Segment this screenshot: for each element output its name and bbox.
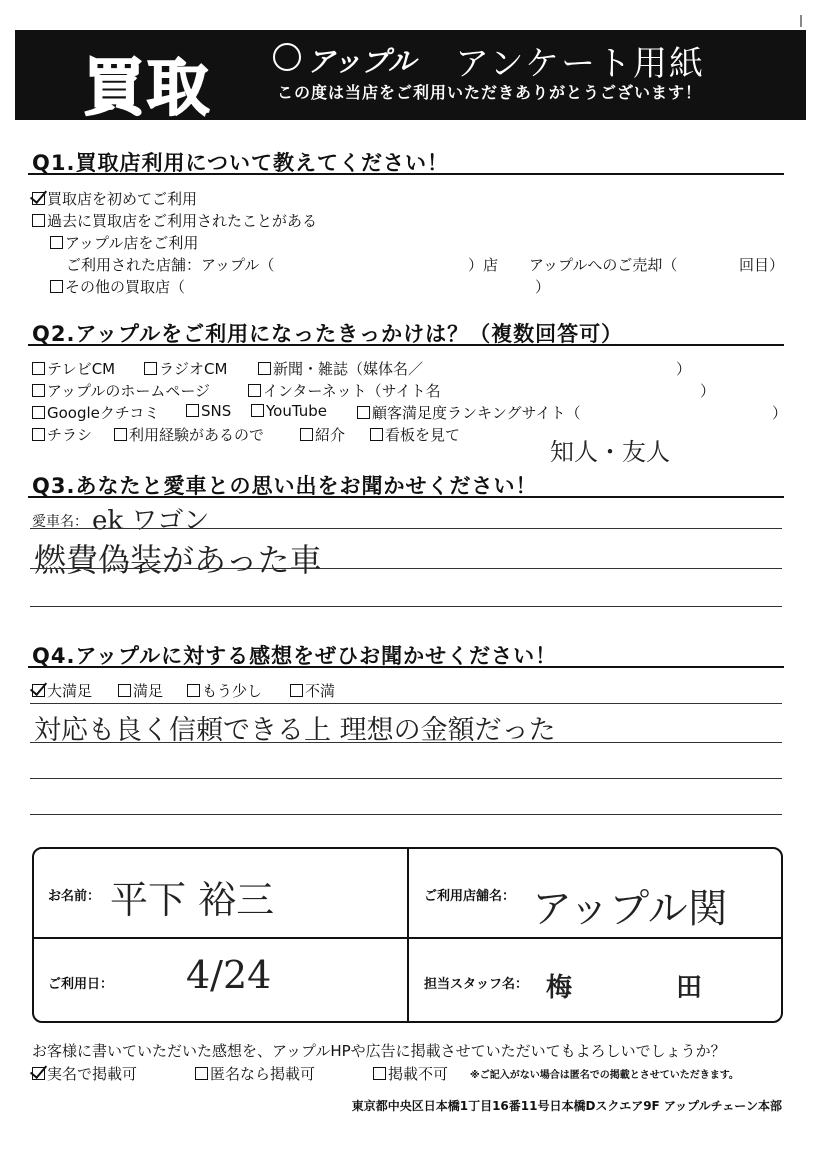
feedback-comment: 対応も良く信頼できる上 理想の金額だった: [34, 715, 556, 746]
store-used-suffix: ）店: [468, 256, 499, 274]
sell-count-suffix: 回目）: [739, 256, 785, 274]
q2-option-label: チラシ: [47, 426, 93, 444]
ruled-line: [30, 778, 782, 779]
customer-info-panel: [32, 847, 783, 1023]
q2-option-label: YouTube: [266, 402, 327, 420]
q4-option-somewhat[interactable]: [187, 680, 262, 701]
other-store-close: ）: [535, 278, 551, 296]
checkbox[interactable]: [32, 428, 45, 441]
q2-option-label: 紹介: [315, 426, 346, 444]
header-banner: [15, 30, 806, 124]
checkbox[interactable]: [144, 362, 157, 375]
q2-option-newspaper[interactable]: [258, 358, 423, 379]
q1-option-other-store[interactable]: [50, 276, 185, 297]
date-label: ご利用日：: [48, 977, 114, 992]
apple-logo-icon: [273, 43, 301, 71]
car-name-label: 愛車名：: [32, 514, 88, 530]
checkbox[interactable]: [186, 404, 199, 417]
q2-option-label: 顧客満足度ランキングサイト（: [372, 404, 581, 422]
checkbox[interactable]: [32, 214, 45, 227]
q2-option-label: SNS: [201, 402, 232, 420]
corner-mark: [800, 15, 802, 27]
publish-option-anonymous[interactable]: [195, 1063, 315, 1084]
checkbox[interactable]: [370, 428, 383, 441]
q2-option-signboard[interactable]: [370, 424, 460, 445]
q2-row2-close: ）: [700, 382, 716, 400]
q4-option-dissatisfied[interactable]: [290, 680, 335, 701]
ruled-line: [30, 528, 782, 529]
q2-option-internet[interactable]: [248, 380, 441, 401]
checkbox[interactable]: [251, 404, 264, 417]
q1-option-label: 買取店を初めてご利用: [47, 190, 198, 208]
panel-vertical-divider: [407, 849, 409, 1021]
checkbox[interactable]: [195, 1067, 208, 1080]
thanks-message: この度は当店をご利用いただきありがとうございます！: [277, 83, 703, 102]
checkbox[interactable]: [32, 384, 45, 397]
checkbox[interactable]: [50, 236, 63, 249]
q1-option-label: アップル店をご利用: [65, 234, 199, 252]
publish-permission-question: お客様に書いていただいた感想を、アップルHPや広告に掲載させていただいてもよろしいでしょうか？: [32, 1042, 726, 1060]
sell-count-label: アップルへのご売却（: [529, 256, 678, 274]
publish-option-real-name[interactable]: [32, 1063, 137, 1084]
q2-option-label: アップルのホームページ: [47, 382, 211, 400]
car-name-value: ek ワゴン: [92, 506, 210, 536]
checkbox[interactable]: [32, 362, 45, 375]
checkbox[interactable]: [118, 684, 131, 697]
q2-option-label: ラジオCM: [159, 360, 228, 378]
name-label: お名前：: [48, 889, 101, 904]
handwritten-other-source: 知人・友人: [550, 438, 670, 466]
publish-option-label: 匿名なら掲載可: [210, 1065, 316, 1083]
q2-option-label: 看板を見て: [385, 426, 461, 444]
checkbox-checked[interactable]: [32, 1067, 45, 1080]
q1-option-past-use[interactable]: [32, 210, 317, 231]
q4-option-very-satisfied[interactable]: [32, 680, 92, 701]
publish-option-no[interactable]: [373, 1063, 448, 1084]
page-title: アンケート用紙: [455, 44, 705, 84]
store-name-value: アップル関: [532, 886, 728, 932]
panel-horizontal-divider: [34, 937, 781, 939]
checkbox-checked[interactable]: [32, 192, 45, 205]
q1-option-label: その他の買取店（: [65, 278, 186, 296]
q2-option-sns[interactable]: [186, 402, 231, 420]
ruled-line: [30, 606, 782, 607]
ruled-line: [30, 568, 782, 569]
q2-option-homepage[interactable]: [32, 380, 210, 401]
q2-option-youtube[interactable]: [251, 402, 327, 420]
q2-option-label: 利用経験があるので: [129, 426, 265, 444]
q2-row1-close: ）: [676, 360, 692, 378]
q2-option-referral[interactable]: [300, 424, 345, 445]
q2-option-radio[interactable]: [144, 358, 227, 379]
q1-heading: Q1.買取店利用について教えてください！: [32, 151, 450, 175]
publish-note: ※ご記入がない場合は匿名での掲載とさせていただきます。: [470, 1070, 739, 1081]
q4-heading: Q4.アップルに対する感想をぜひお聞かせください！: [32, 644, 558, 668]
checkbox[interactable]: [50, 280, 63, 293]
q2-row3-close: ）: [772, 404, 788, 422]
q3-heading: Q3.あなたと愛車との思い出をお聞かせください！: [32, 474, 538, 498]
checkbox[interactable]: [290, 684, 303, 697]
q2-option-flyer[interactable]: [32, 424, 92, 445]
q4-option-label: 不満: [305, 682, 336, 700]
ruled-line: [30, 814, 782, 815]
checkbox[interactable]: [357, 406, 370, 419]
checkbox[interactable]: [258, 362, 271, 375]
q2-option-google[interactable]: [32, 402, 159, 423]
checkbox[interactable]: [373, 1067, 386, 1080]
name-value: 平下 裕三: [110, 878, 275, 922]
checkbox[interactable]: [114, 428, 127, 441]
q2-option-label: テレビCM: [47, 360, 116, 378]
q4-option-label: もう少し: [202, 682, 263, 700]
publish-option-label: 実名で掲載可: [47, 1065, 138, 1083]
q2-option-tv[interactable]: [32, 358, 115, 379]
q3-divider: [28, 496, 784, 498]
q1-option-first-time[interactable]: [32, 188, 197, 209]
checkbox[interactable]: [187, 684, 200, 697]
q4-divider: [28, 666, 784, 668]
q2-option-label: インターネット（サイト名: [263, 382, 441, 400]
staff-label: 担当スタッフ名：: [424, 977, 529, 992]
q4-option-label: 満足: [133, 682, 164, 700]
q2-option-label: 新聞・雑誌（媒体名／: [273, 360, 424, 378]
q1-option-label: 過去に買取店をご利用されたことがある: [47, 212, 318, 230]
checkbox-checked[interactable]: [32, 684, 45, 697]
q4-option-label: 大満足: [47, 682, 93, 700]
publish-option-label: 掲載不可: [388, 1065, 449, 1083]
staff-value: 梅 田: [546, 973, 703, 1003]
ruled-line: [30, 742, 782, 743]
q2-heading: Q2.アップルをご利用になったきっかけは？（複数回答可）: [32, 322, 624, 346]
ruled-line: [30, 703, 782, 704]
q1-divider: [28, 173, 784, 175]
date-value: 4/24: [186, 953, 272, 997]
apple-logo-text: アップル: [307, 45, 416, 78]
kaitori-logo: 買取: [83, 51, 212, 124]
checkbox[interactable]: [248, 384, 261, 397]
q1-option-apple-store[interactable]: [50, 232, 198, 253]
q2-option-label: Googleクチコミ: [47, 404, 160, 422]
q2-option-ranking[interactable]: [357, 402, 581, 423]
q2-divider: [28, 344, 784, 346]
store-name-label: ご利用店舗名：: [424, 889, 516, 904]
q2-option-experience[interactable]: [114, 424, 264, 445]
company-address: 東京都中央区日本橋1丁目16番11号日本橋Dスクエア9F アップルチェーン本部: [351, 1099, 782, 1113]
store-used-label: ご利用された店舗：アップル（: [66, 256, 275, 274]
checkbox[interactable]: [300, 428, 313, 441]
q4-option-satisfied[interactable]: [118, 680, 163, 701]
checkbox[interactable]: [32, 406, 45, 419]
car-memory-text: 燃費偽装があった車: [34, 541, 322, 579]
